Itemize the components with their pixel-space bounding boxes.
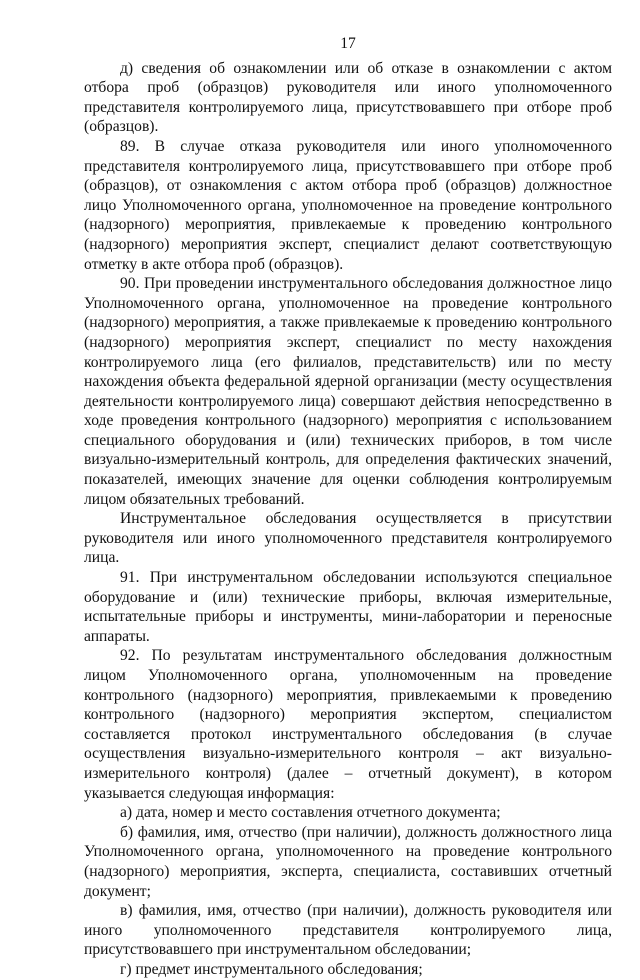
paragraph-90: 90. При проведении инструментального обследования должностное лицо Уполномоченного органа, уполномоченное на проведение контрольного (надзорного) мероприятия, а также привлекаемые к проведению контрольного (надзорного) мероприятия эксперт, специалист по месту нахождения контролируемого лица (его филиалов, представительств) или по месту нахождения объекта федеральной ядерной организации (месту осуществления деятельности контролируемого лица) совершают действия непосредственно в ходе проведения контрольного (надзорного) мероприятия с использованием специального оборудования и (или) технических приборов, в том числе визуально-измерительный контроль, для определения фактических значений, показателей, имеющих значение для оценки соблюдения контролируемым лицом обязательных требований. (84, 275, 612, 508)
paragraph-92: 92. По результатам инструментального обследования должностным лицом Уполномоченного органа, уполномоченным на проведение контрольного (надзорного) мероприятия, привлекаемыми к проведению контрольного (надзорного) мероприятия экспертом, специалистом составляется протокол инструментального обследования (в случае осуществления визуально-измерительного контроля – акт визуально-измерительного контроля) (далее – отчетный документ), в котором указывается следующая информация: (84, 647, 612, 802)
paragraph-89: 89. В случае отказа руководителя или иного уполномоченного представителя контролируемого лица, присутствовавшего при отборе проб (образцов), от ознакомления с актом отбора проб (образцов) должностное лицо Уполномоченного органа, уполномоченное на проведение контрольного (надзорного) мероприятия, привлекаемые к проведению контрольного (надзорного) мероприятия эксперт, специалист делают соответствующую отметку в акте отбора проб (образцов). (84, 137, 612, 273)
list-item-v: в) фамилия, имя, отчество (при наличии), должность руководителя или иного уполномоченного представителя контролируемого лица, присутствовавшего при инструментальном обследовании; (84, 902, 612, 959)
page-number: 17 (340, 35, 356, 52)
paragraph-d-familiarization: д) сведения об ознакомлении или об отказе в ознакомлении с актом отбора проб (образцов) руководителя или иного уполномоченного представителя контролируемого лица, присутствовавшего при отборе проб (образцов). (84, 59, 612, 136)
paragraph-91: 91. При инструментальном обследовании используются специальное оборудование и (или) технические приборы, включая измерительные, испытательные приборы и инструменты, мини-лаборатории и переносные аппараты. (84, 569, 612, 645)
list-item-g: г) предмет инструментального обследования; (120, 960, 423, 978)
paragraph-instrumental-presence: Инструментальное обследования осуществляется в присутствии руководителя или иного уполномоченного представителя контролируемого лица. (84, 510, 612, 567)
list-item-b: б) фамилия, имя, отчество (при наличии), должность должностного лица Уполномоченного органа, уполномоченного на проведение контрольного (надзорного) мероприятия, эксперта, специалиста, составивших отчетный документ; (84, 823, 612, 900)
list-item-a: а) дата, номер и место составления отчетного документа; (120, 804, 501, 822)
document-page (84, 34, 612, 980)
